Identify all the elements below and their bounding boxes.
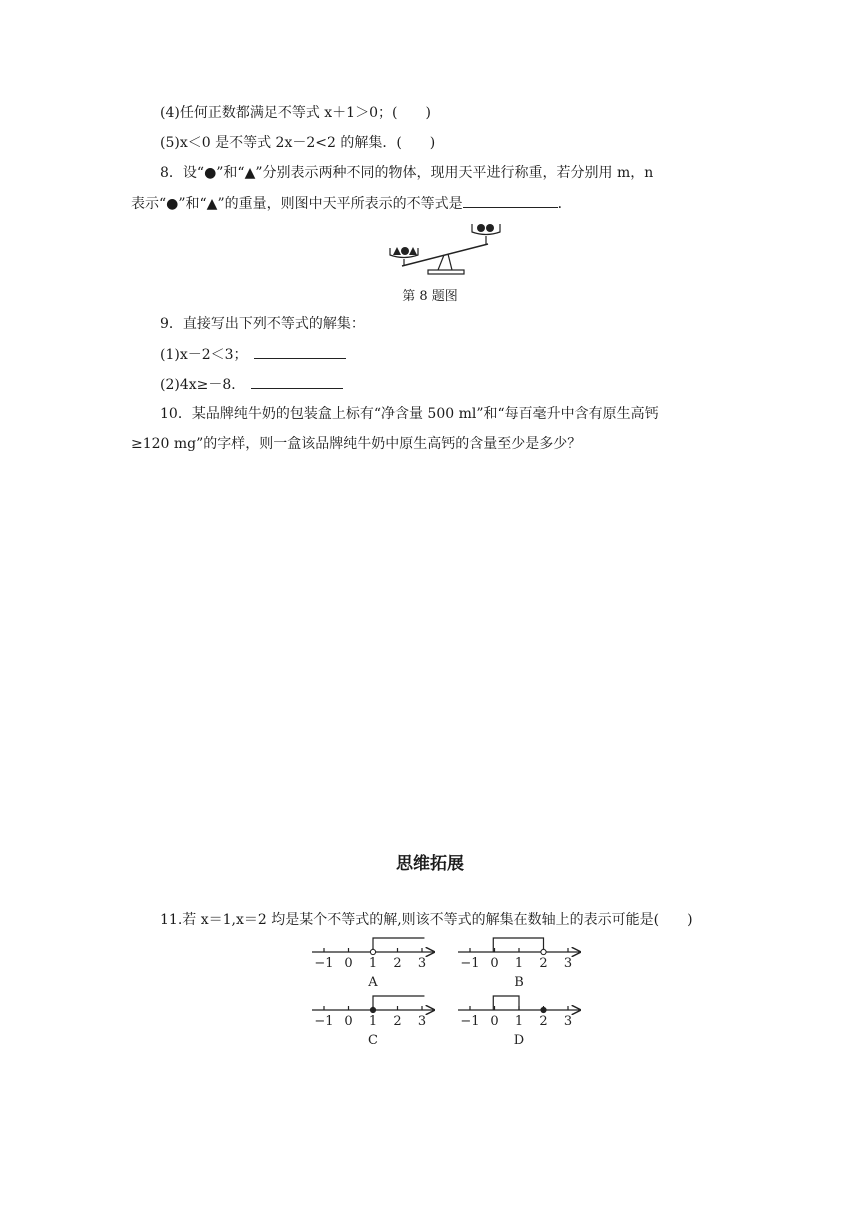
circle-icon	[477, 224, 485, 232]
option-label: A	[368, 975, 378, 990]
number-line-option-c[interactable]	[312, 996, 434, 1048]
option-label: B	[514, 975, 524, 990]
q8-line-2	[131, 193, 572, 214]
q7-item-4: (4)任何正数都满足不等式 x＋1＞0；( )	[160, 105, 431, 121]
solution-bracket	[373, 938, 424, 952]
figure-caption: 第 8 题图	[402, 289, 458, 304]
tick-label: 0	[344, 1014, 353, 1029]
number-line-option-d[interactable]	[458, 996, 580, 1048]
tick-label: −1	[460, 956, 480, 971]
solution-bracket	[493, 938, 543, 952]
balance-scale-figure	[388, 222, 508, 278]
tick-label: 1	[368, 1014, 378, 1029]
tick-label: 0	[490, 1014, 499, 1029]
tick-label: −1	[314, 1014, 334, 1029]
q9-answer-blank-1[interactable]	[254, 344, 346, 359]
option-label: C	[368, 1033, 378, 1048]
q9-item-2-text: (2)4x≥－8．	[160, 377, 246, 393]
triangle-icon	[393, 247, 401, 255]
option-label: D	[513, 1033, 525, 1048]
tick-label: 3	[417, 1014, 427, 1029]
tick-label: 2	[539, 956, 548, 971]
section-title: 思维拓展	[396, 854, 464, 874]
closed-endpoint	[541, 1007, 546, 1012]
number-line-option-a[interactable]	[312, 938, 434, 990]
tick-label: 2	[393, 1014, 402, 1029]
q9-stem: 9．直接写出下列不等式的解集：	[160, 316, 365, 332]
q9-item-1	[160, 344, 346, 365]
tick-label: −1	[460, 1014, 480, 1029]
triangle-icon	[409, 247, 417, 255]
q8-answer-blank[interactable]	[463, 193, 558, 208]
tick-label: 1	[368, 956, 378, 971]
q11-stem: 11.若 x＝1,x＝2 均是某个不等式的解,则该不等式的解集在数轴上的表示可能是( )	[160, 912, 693, 928]
q9-item-2	[160, 374, 343, 395]
tick-label: 3	[563, 1014, 573, 1029]
number-line-option-b[interactable]	[458, 938, 580, 990]
tick-label: 0	[344, 956, 353, 971]
q7-item-5: (5)x＜0 是不等式 2x－2<2 的解集．( )	[160, 135, 436, 151]
open-endpoint	[370, 949, 375, 954]
tick-label: 2	[393, 956, 402, 971]
q9-item-1-text: (1)x－2＜3；	[160, 347, 248, 363]
q10-line-2: ≥120 mg”的字样，则一盒该品牌纯牛奶中原生高钙的含量至少是多少？	[131, 436, 582, 452]
number-line-options	[308, 936, 588, 1052]
tick-label: −1	[314, 956, 334, 971]
q8-line-2-end: ．	[557, 196, 572, 212]
tick-label: 3	[417, 956, 427, 971]
q8-line-1: 8．设“●”和“▲”分别表示两种不同的物体，现用天平进行称重，若分别用 m，n	[160, 165, 654, 181]
q8-line-2-text: 表示“●”和“▲”的重量，则图中天平所表示的不等式是	[131, 196, 463, 212]
solution-bracket	[373, 996, 424, 1010]
tick-label: 1	[514, 956, 524, 971]
tick-label: 0	[490, 956, 499, 971]
closed-endpoint	[370, 1007, 375, 1012]
tick-label: 1	[514, 1014, 524, 1029]
q9-answer-blank-2[interactable]	[251, 374, 343, 389]
solution-bracket	[493, 996, 519, 1010]
open-endpoint	[541, 949, 546, 954]
tick-label: 3	[563, 956, 573, 971]
circle-icon	[401, 247, 409, 255]
q10-line-1: 10．某品牌纯牛奶的包装盒上标有“净含量 500 ml”和“每百毫升中含有原生高钙	[160, 406, 659, 422]
tick-label: 2	[539, 1014, 548, 1029]
circle-icon	[486, 224, 494, 232]
